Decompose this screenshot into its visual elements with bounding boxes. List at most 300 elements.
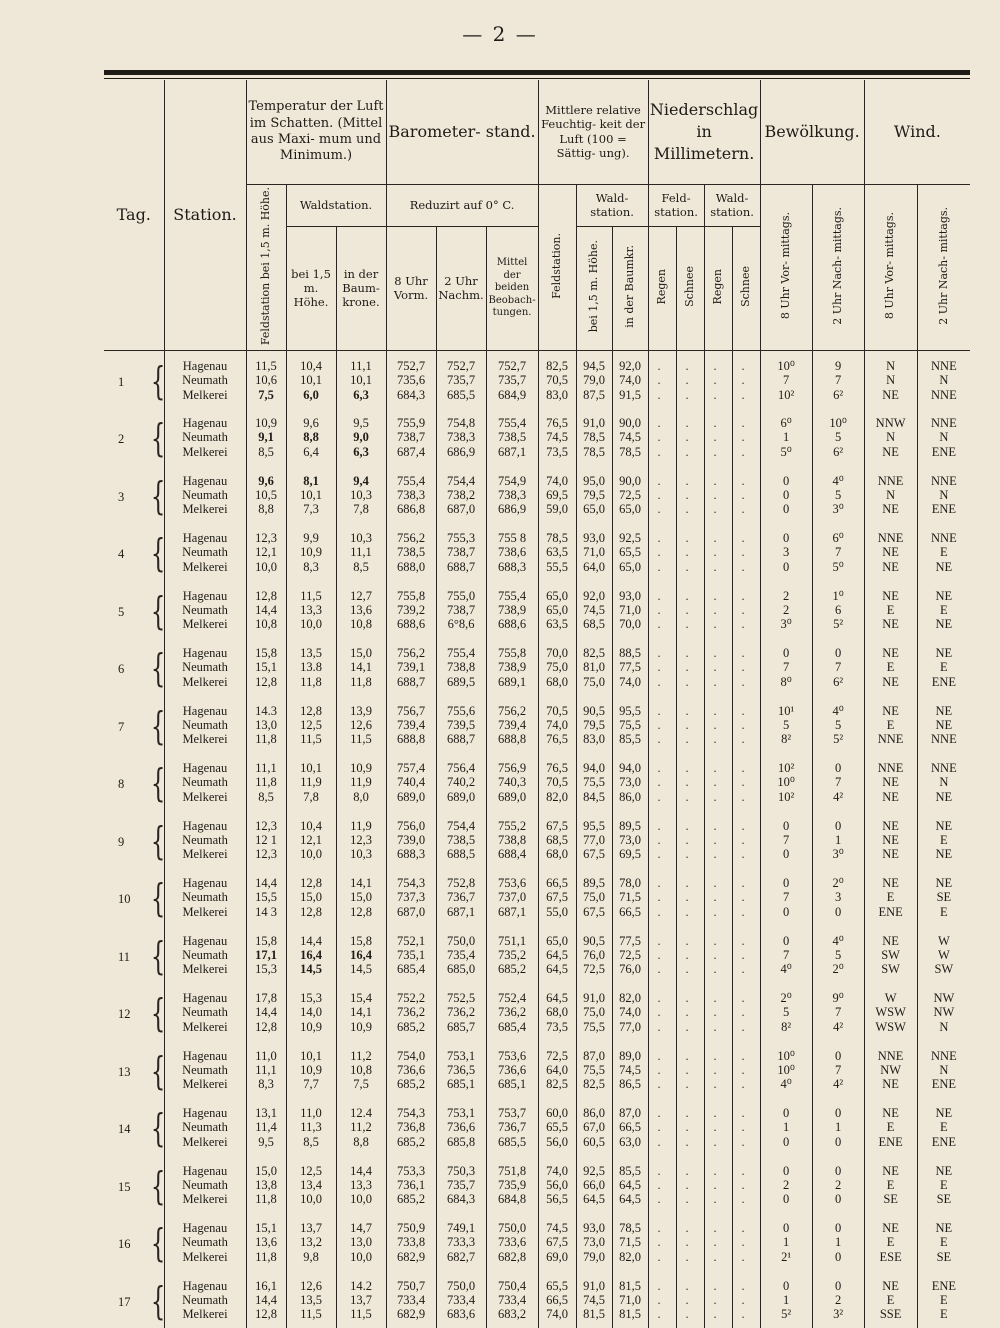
value: N — [886, 359, 896, 374]
header-wind-2: 2 Uhr Nach- mittags. — [936, 206, 950, 325]
station-cell — [164, 1213, 246, 1271]
precip-cell — [648, 1271, 676, 1328]
value: 750,3 — [446, 1163, 476, 1178]
precip-dot: . — [741, 832, 751, 847]
precip-cell — [648, 753, 676, 811]
value: 735,4 — [446, 947, 476, 962]
value: 95,0 — [583, 473, 605, 488]
value: 86,5 — [619, 1077, 641, 1092]
precip-cell — [704, 351, 732, 409]
table-row — [104, 466, 970, 524]
value: 12,3 — [255, 531, 277, 546]
header-bew-2: 2 Uhr Nach- mittags. — [830, 206, 844, 325]
value: 76,5 — [546, 732, 568, 747]
precip-dot: . — [657, 487, 667, 502]
value: 16,1 — [255, 1278, 277, 1293]
station-name: Melkerei — [182, 1192, 228, 1207]
value: 736,7 — [497, 1120, 527, 1135]
value: 9,5 — [353, 416, 369, 431]
value: 688,7 — [396, 674, 426, 689]
value: 93,0 — [583, 1221, 605, 1236]
value: 6°8,6 — [447, 617, 475, 632]
value: 7 — [834, 1062, 842, 1077]
precip-dot: . — [685, 775, 695, 790]
station-cell — [164, 523, 246, 581]
wind-2-cell — [917, 1156, 970, 1214]
value: 755,9 — [396, 416, 426, 431]
value: 7 — [834, 660, 842, 675]
value: 755,4 — [497, 416, 527, 431]
precip-dot: . — [685, 416, 695, 431]
precip-dot: . — [741, 1177, 751, 1192]
temp-feld-cell — [246, 696, 286, 754]
value: 685,2 — [396, 1192, 426, 1207]
precip-dot: . — [685, 1278, 695, 1293]
value: 750,9 — [396, 1221, 426, 1236]
value: 1⁰ — [832, 588, 844, 603]
value: 15,8 — [350, 933, 372, 948]
temp-krone-cell — [336, 1213, 386, 1271]
hum-feld-cell — [538, 696, 576, 754]
precip-dot: . — [685, 789, 695, 804]
value: 82,0 — [619, 1249, 641, 1264]
value: 685,2 — [497, 962, 527, 977]
precip-dot: . — [741, 660, 751, 675]
cloud-2-cell — [812, 868, 864, 926]
value: 15,1 — [255, 1221, 277, 1236]
value: 17,1 — [255, 947, 277, 962]
station-name: Hagenau — [182, 1221, 228, 1236]
precip-dot: . — [741, 1163, 751, 1178]
value: 15,0 — [350, 646, 372, 661]
value: 65,5 — [546, 1278, 568, 1293]
value: 688,0 — [396, 559, 426, 574]
precip-dot: . — [713, 1235, 723, 1250]
value: 74,0 — [619, 373, 641, 388]
value: 13,6 — [350, 602, 372, 617]
day-cell — [104, 1156, 164, 1214]
value: 11,8 — [255, 775, 277, 790]
value: 64,5 — [546, 991, 568, 1006]
precip-cell — [704, 926, 732, 984]
station-name: Neumath — [182, 775, 228, 790]
hum-krone-cell — [612, 523, 648, 581]
value: SE — [936, 1249, 952, 1264]
precip-dot: . — [741, 559, 751, 574]
hum-krone-cell — [612, 983, 648, 1041]
cloud-8-cell — [760, 523, 812, 581]
temp-wald-cell — [286, 408, 336, 466]
value: 90,0 — [619, 416, 641, 431]
value: 83,0 — [546, 387, 568, 402]
value: 10¹ — [777, 703, 795, 718]
cloud-8-cell — [760, 581, 812, 639]
value: 738,3 — [446, 430, 476, 445]
value: 9 — [834, 359, 842, 374]
precip-dot: . — [657, 588, 667, 603]
value: 13,3 — [350, 1177, 372, 1192]
day-number: 3 — [118, 489, 125, 504]
precip-dot: . — [713, 1106, 723, 1121]
value: 74,0 — [546, 717, 568, 732]
value: 689,0 — [497, 789, 527, 804]
value: SW — [881, 947, 900, 962]
precip-dot: . — [741, 847, 751, 862]
cloud-2-cell — [812, 1213, 864, 1271]
value: 67,5 — [546, 1235, 568, 1250]
value: 70,5 — [546, 373, 568, 388]
precip-dot: . — [685, 617, 695, 632]
precip-dot: . — [713, 947, 723, 962]
value: NE — [882, 545, 899, 560]
value: 757,4 — [396, 761, 426, 776]
value: 6,3 — [353, 387, 369, 402]
value: 10,5 — [255, 487, 277, 502]
value: 687,1 — [497, 444, 527, 459]
value: 738,9 — [497, 602, 527, 617]
value: 67,5 — [546, 890, 568, 905]
precip-dot: . — [685, 1221, 695, 1236]
value: 13,2 — [300, 1235, 322, 1250]
precip-dot: . — [713, 1292, 723, 1307]
cloud-2-cell — [812, 523, 864, 581]
day-number: 10 — [118, 892, 131, 907]
table-body — [104, 351, 970, 1328]
brace-icon: { — [150, 588, 166, 633]
value: 76,0 — [619, 962, 641, 977]
value: 0 — [782, 818, 790, 833]
value: N — [886, 487, 896, 502]
temp-wald-cell — [286, 753, 336, 811]
precip-dot: . — [741, 775, 751, 790]
value: 4² — [833, 1077, 844, 1092]
precip-dot: . — [685, 1163, 695, 1178]
value: 10,3 — [350, 847, 372, 862]
value: 78,5 — [619, 1221, 641, 1236]
value: 15,5 — [255, 890, 277, 905]
value: 689,0 — [446, 789, 476, 804]
day-cell — [104, 753, 164, 811]
value: 686,8 — [396, 502, 426, 517]
value: 685,1 — [497, 1077, 527, 1092]
temp-feld-cell — [246, 811, 286, 869]
value: 740,4 — [396, 775, 426, 790]
value: 753,7 — [497, 1106, 527, 1121]
precip-dot: . — [741, 1120, 751, 1135]
station-cell — [164, 1098, 246, 1156]
value: 13,0 — [255, 717, 277, 732]
value: NE — [882, 789, 899, 804]
value: 10⁰ — [777, 1048, 795, 1063]
precip-dot: . — [713, 1019, 723, 1034]
value: 81,0 — [583, 660, 605, 675]
value: 64,0 — [546, 1062, 568, 1077]
station-name: Hagenau — [182, 588, 228, 603]
value: 3 — [782, 545, 790, 560]
value: 733,4 — [446, 1292, 476, 1307]
value: 10⁰ — [777, 359, 795, 374]
baro-8-cell — [386, 638, 436, 696]
precip-dot: . — [741, 1077, 751, 1092]
value: 92,0 — [583, 588, 605, 603]
value: 0 — [782, 646, 790, 661]
precip-dot: . — [657, 890, 667, 905]
value: E — [886, 1120, 895, 1135]
day-cell — [104, 351, 164, 409]
precip-dot: . — [741, 947, 751, 962]
header-feucht-wald: Wald- station. — [576, 184, 648, 226]
value: 0 — [782, 1278, 790, 1293]
precip-cell — [732, 581, 760, 639]
brace-icon: { — [150, 646, 166, 691]
temp-feld-cell — [246, 868, 286, 926]
precip-dot: . — [685, 1235, 695, 1250]
precip-dot: . — [657, 818, 667, 833]
value: 11,1 — [255, 1062, 277, 1077]
value: 752,7 — [446, 359, 476, 374]
value: 8,5 — [258, 789, 274, 804]
precip-dot: . — [657, 373, 667, 388]
value: NE — [882, 1163, 899, 1178]
value: 78,0 — [619, 876, 641, 891]
value: 11,8 — [255, 1249, 277, 1264]
precip-dot: . — [685, 444, 695, 459]
value: 12,8 — [350, 904, 372, 919]
value: 13,3 — [300, 602, 322, 617]
precip-dot: . — [657, 876, 667, 891]
value: 69,5 — [546, 487, 568, 502]
hum-krone-cell — [612, 1213, 648, 1271]
value: 756,0 — [396, 818, 426, 833]
value: 14,4 — [255, 876, 277, 891]
value: 74,0 — [546, 473, 568, 488]
precip-cell — [732, 1156, 760, 1214]
precip-dot: . — [741, 430, 751, 445]
value: 12,5 — [300, 717, 322, 732]
precip-dot: . — [657, 1221, 667, 1236]
value: 12,1 — [255, 545, 277, 560]
value: NE — [882, 818, 899, 833]
station-name: Neumath — [182, 1062, 228, 1077]
value: 60,0 — [546, 1106, 568, 1121]
value: 6² — [833, 674, 844, 689]
precip-cell — [676, 523, 704, 581]
value: NNE — [877, 732, 904, 747]
precip-cell — [676, 581, 704, 639]
value: 66,5 — [619, 904, 641, 919]
value: 11,1 — [255, 761, 277, 776]
value: E — [940, 660, 948, 675]
value: 687,0 — [396, 904, 426, 919]
precip-cell — [648, 1213, 676, 1271]
cloud-2-cell — [812, 466, 864, 524]
value: 10,9 — [350, 1019, 372, 1034]
value: E — [940, 545, 948, 560]
value: 750,0 — [446, 933, 476, 948]
value: 10² — [777, 387, 795, 402]
value: NE — [882, 674, 899, 689]
precip-cell — [732, 696, 760, 754]
baro-8-cell — [386, 351, 436, 409]
value: 70,0 — [546, 646, 568, 661]
value: 69,5 — [619, 847, 641, 862]
value: 5 — [834, 717, 842, 732]
value: 684,9 — [497, 387, 527, 402]
header-temp-feld: Feldstation bei 1,5 m. Höhe. — [258, 186, 272, 345]
cloud-8-cell — [760, 1041, 812, 1099]
value: 736,2 — [497, 1005, 527, 1020]
day-cell — [104, 868, 164, 926]
table-row — [104, 868, 970, 926]
value: 9,6 — [303, 416, 319, 431]
precip-dot: . — [741, 732, 751, 747]
temp-krone-cell — [336, 1098, 386, 1156]
cloud-2-cell — [812, 811, 864, 869]
value: 77,0 — [619, 1019, 641, 1034]
value: 2⁰ — [832, 962, 844, 977]
value: NE — [882, 617, 899, 632]
precip-dot: . — [657, 1163, 667, 1178]
station-name: Melkerei — [182, 1019, 228, 1034]
day-number: 11 — [118, 949, 131, 964]
value: NE — [882, 933, 899, 948]
temp-wald-cell — [286, 983, 336, 1041]
header-temp-wald-15: bei 1,5 m. Höhe. — [286, 226, 336, 351]
hum-feld-cell — [538, 523, 576, 581]
value: 72,5 — [546, 1048, 568, 1063]
value: 0 — [834, 1278, 842, 1293]
value: NE — [882, 588, 899, 603]
precip-cell — [704, 696, 732, 754]
precip-dot: . — [713, 373, 723, 388]
value: 736,2 — [446, 1005, 476, 1020]
value: 78,5 — [583, 444, 605, 459]
value: 79,5 — [583, 717, 605, 732]
precip-dot: . — [657, 1048, 667, 1063]
baro-2-cell — [436, 983, 486, 1041]
value: 14,1 — [350, 660, 372, 675]
station-name: Hagenau — [182, 646, 228, 661]
precip-dot: . — [685, 1019, 695, 1034]
brace-icon: { — [150, 531, 166, 576]
value: 94,5 — [583, 359, 605, 374]
temp-feld-cell — [246, 351, 286, 409]
value: 82,5 — [583, 646, 605, 661]
temp-krone-cell — [336, 868, 386, 926]
value: 8,5 — [258, 444, 274, 459]
baro-m-cell — [486, 811, 538, 869]
station-name: Neumath — [182, 1292, 228, 1307]
value: 735,7 — [446, 373, 476, 388]
value: 94,0 — [583, 761, 605, 776]
value: 12,8 — [300, 703, 322, 718]
value: 71,0 — [619, 1292, 641, 1307]
precip-dot: . — [741, 1192, 751, 1207]
precip-cell — [732, 1213, 760, 1271]
day-number: 9 — [118, 834, 125, 849]
precip-dot: . — [713, 1278, 723, 1293]
precip-cell — [704, 1213, 732, 1271]
value: 755 8 — [497, 531, 527, 546]
value: 738,9 — [497, 660, 527, 675]
value: 735,9 — [497, 1177, 527, 1192]
value: 77,5 — [619, 933, 641, 948]
hum-feld-cell — [538, 351, 576, 409]
value: 15,0 — [300, 890, 322, 905]
value: 11,0 — [255, 1048, 277, 1063]
precip-dot: . — [741, 387, 751, 402]
table-row — [104, 983, 970, 1041]
day-number: 2 — [118, 432, 125, 447]
cloud-8-cell — [760, 868, 812, 926]
temp-feld-cell — [246, 1271, 286, 1328]
value: 736,1 — [396, 1177, 426, 1192]
value: E — [886, 890, 895, 905]
value: 736,2 — [396, 1005, 426, 1020]
value: 14,4 — [255, 1292, 277, 1307]
station-name: Neumath — [182, 717, 228, 732]
precip-dot: . — [657, 545, 667, 560]
value: 66,5 — [619, 1120, 641, 1135]
precip-cell — [676, 868, 704, 926]
cloud-8-cell — [760, 638, 812, 696]
temp-wald-cell — [286, 868, 336, 926]
precip-dot: . — [713, 502, 723, 517]
precip-dot: . — [741, 789, 751, 804]
value: 64,5 — [583, 1192, 605, 1207]
precip-dot: . — [741, 674, 751, 689]
baro-2-cell — [436, 351, 486, 409]
precip-dot: . — [741, 1062, 751, 1077]
station-name: Neumath — [182, 602, 228, 617]
precip-cell — [648, 351, 676, 409]
value: 5⁰ — [780, 444, 792, 459]
station-name: Melkerei — [182, 559, 228, 574]
value: 0 — [782, 1163, 790, 1178]
precip-cell — [704, 1156, 732, 1214]
value: 685,1 — [446, 1077, 476, 1092]
value: 738,7 — [396, 430, 426, 445]
precip-cell — [704, 523, 732, 581]
precip-cell — [732, 983, 760, 1041]
value: E — [886, 1235, 895, 1250]
value: 733,4 — [396, 1292, 426, 1307]
value: 8,3 — [303, 559, 319, 574]
value: 11,9 — [300, 775, 322, 790]
value: 754,8 — [446, 416, 476, 431]
baro-m-cell — [486, 696, 538, 754]
value: 70,5 — [546, 703, 568, 718]
value: 756,2 — [396, 646, 426, 661]
value: 74,5 — [546, 1221, 568, 1236]
brace-icon: { — [150, 991, 166, 1036]
value: 753,6 — [497, 1048, 527, 1063]
value: 6,4 — [303, 444, 319, 459]
value: 13,0 — [350, 1235, 372, 1250]
value: 65,0 — [619, 559, 641, 574]
value: 7 — [782, 660, 790, 675]
value: NNE — [931, 1048, 957, 1063]
precip-cell — [704, 753, 732, 811]
station-cell — [164, 983, 246, 1041]
value: 1 — [782, 1120, 790, 1135]
table-row — [104, 1271, 970, 1328]
hum-krone-cell — [612, 408, 648, 466]
precip-dot: . — [657, 1278, 667, 1293]
station-cell — [164, 1041, 246, 1099]
value: 738,3 — [396, 487, 426, 502]
value: 13,8 — [255, 1177, 277, 1192]
